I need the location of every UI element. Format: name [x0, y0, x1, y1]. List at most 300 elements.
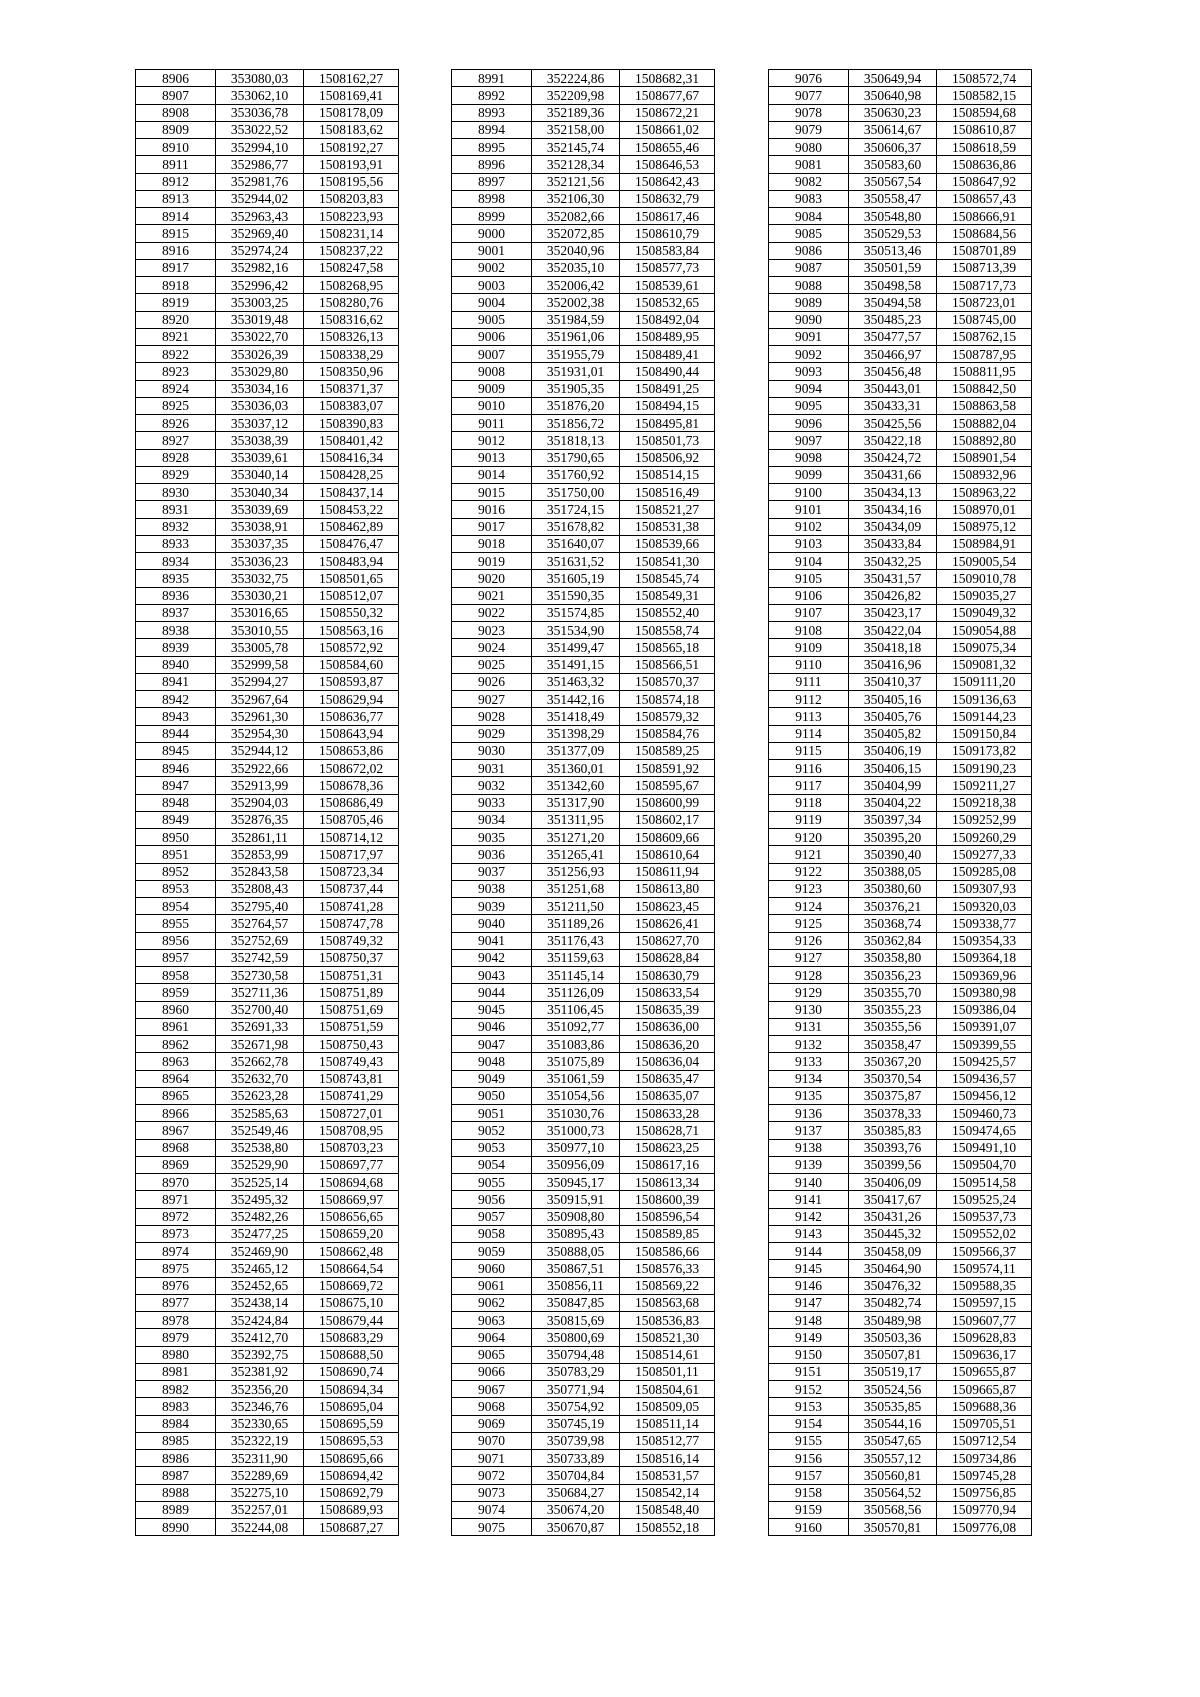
point-number-cell: 9129: [769, 984, 849, 1001]
y-coordinate-cell: 1508695,53: [304, 1432, 399, 1449]
x-coordinate-cell: 350547,65: [849, 1432, 937, 1449]
y-coordinate-cell: 1508749,43: [304, 1053, 399, 1070]
y-coordinate-cell: 1509260,29: [937, 829, 1032, 846]
point-number-cell: 8998: [452, 190, 532, 207]
x-coordinate-cell: 353036,23: [216, 553, 304, 570]
point-number-cell: 9080: [769, 139, 849, 156]
y-coordinate-cell: 1508511,14: [620, 1415, 715, 1432]
y-coordinate-cell: 1508882,04: [937, 415, 1032, 432]
y-coordinate-cell: 1508162,27: [304, 70, 399, 87]
point-number-cell: 9123: [769, 880, 849, 897]
table-row: [136, 208, 399, 225]
y-coordinate-cell: 1508787,95: [937, 346, 1032, 363]
table-row: [452, 156, 715, 173]
y-coordinate-cell: 1508689,93: [304, 1501, 399, 1518]
table-row: [136, 294, 399, 311]
x-coordinate-cell: 353062,10: [216, 87, 304, 104]
table-row: [769, 898, 1032, 915]
x-coordinate-cell: 350476,32: [849, 1277, 937, 1294]
y-coordinate-cell: 1508586,66: [620, 1243, 715, 1260]
point-number-cell: 9108: [769, 622, 849, 639]
y-coordinate-cell: 1508678,36: [304, 777, 399, 794]
point-number-cell: 8941: [136, 673, 216, 690]
table-row: [452, 1467, 715, 1484]
point-number-cell: 9131: [769, 1018, 849, 1035]
table-row: [452, 104, 715, 121]
point-number-cell: 9126: [769, 932, 849, 949]
table-row: [452, 277, 715, 294]
table-row: [136, 449, 399, 466]
table-row: [136, 949, 399, 966]
point-number-cell: 8995: [452, 139, 532, 156]
point-number-cell: 8982: [136, 1381, 216, 1398]
x-coordinate-cell: 350570,81: [849, 1519, 937, 1536]
x-coordinate-cell: 352209,98: [532, 87, 620, 104]
table-row: [136, 604, 399, 621]
point-number-cell: 8960: [136, 1001, 216, 1018]
y-coordinate-cell: 1508589,25: [620, 742, 715, 759]
y-coordinate-cell: 1508684,56: [937, 225, 1032, 242]
y-coordinate-cell: 1508572,74: [937, 70, 1032, 87]
x-coordinate-cell: 352356,20: [216, 1381, 304, 1398]
table-row: [769, 760, 1032, 777]
table-row: [136, 1225, 399, 1242]
y-coordinate-cell: 1509150,84: [937, 725, 1032, 742]
table-row: [452, 363, 715, 380]
x-coordinate-cell: 352969,40: [216, 225, 304, 242]
y-coordinate-cell: 1508489,41: [620, 346, 715, 363]
table-row: [136, 725, 399, 742]
table-row: [136, 1260, 399, 1277]
y-coordinate-cell: 1508494,15: [620, 397, 715, 414]
y-coordinate-cell: 1509474,65: [937, 1122, 1032, 1139]
x-coordinate-cell: 352224,86: [532, 70, 620, 87]
y-coordinate-cell: 1508203,83: [304, 190, 399, 207]
y-coordinate-cell: 1508636,00: [620, 1018, 715, 1035]
table-row: [769, 121, 1032, 138]
table-row: [452, 346, 715, 363]
point-number-cell: 8907: [136, 87, 216, 104]
point-number-cell: 9034: [452, 811, 532, 828]
y-coordinate-cell: 1509173,82: [937, 742, 1032, 759]
x-coordinate-cell: 350406,19: [849, 742, 937, 759]
point-number-cell: 9071: [452, 1450, 532, 1467]
table-row: [452, 208, 715, 225]
y-coordinate-cell: 1508635,47: [620, 1070, 715, 1087]
coordinates-table-middle: [451, 69, 715, 1536]
table-row: [769, 1243, 1032, 1260]
point-number-cell: 8934: [136, 553, 216, 570]
x-coordinate-cell: 352082,66: [532, 208, 620, 225]
y-coordinate-cell: 1508611,94: [620, 863, 715, 880]
table-row: [452, 949, 715, 966]
table-row: [136, 656, 399, 673]
y-coordinate-cell: 1508501,65: [304, 570, 399, 587]
table-row: [452, 1174, 715, 1191]
point-number-cell: 8957: [136, 949, 216, 966]
y-coordinate-cell: 1508617,46: [620, 208, 715, 225]
table-row: [769, 639, 1032, 656]
table-row: [136, 1191, 399, 1208]
y-coordinate-cell: 1509504,70: [937, 1156, 1032, 1173]
y-coordinate-cell: 1508633,28: [620, 1105, 715, 1122]
y-coordinate-cell: 1509218,38: [937, 794, 1032, 811]
table-row: [452, 1087, 715, 1104]
y-coordinate-cell: 1508584,76: [620, 725, 715, 742]
point-number-cell: 9142: [769, 1208, 849, 1225]
table-row: [136, 1467, 399, 1484]
table-row: [769, 553, 1032, 570]
x-coordinate-cell: 351189,26: [532, 915, 620, 932]
point-number-cell: 9037: [452, 863, 532, 880]
x-coordinate-cell: 352999,58: [216, 656, 304, 673]
table-row: [452, 587, 715, 604]
table-row: [769, 691, 1032, 708]
y-coordinate-cell: 1508609,66: [620, 829, 715, 846]
y-coordinate-cell: 1508692,79: [304, 1484, 399, 1501]
x-coordinate-cell: 353016,65: [216, 604, 304, 621]
point-number-cell: 9015: [452, 484, 532, 501]
y-coordinate-cell: 1509049,32: [937, 604, 1032, 621]
point-number-cell: 9050: [452, 1087, 532, 1104]
x-coordinate-cell: 352861,11: [216, 829, 304, 846]
point-number-cell: 9140: [769, 1174, 849, 1191]
x-coordinate-cell: 352764,57: [216, 915, 304, 932]
table-row: [136, 1139, 399, 1156]
x-coordinate-cell: 351092,77: [532, 1018, 620, 1035]
table-row: [769, 156, 1032, 173]
point-number-cell: 9089: [769, 294, 849, 311]
point-number-cell: 9067: [452, 1381, 532, 1398]
x-coordinate-cell: 350544,16: [849, 1415, 937, 1432]
point-number-cell: 8951: [136, 846, 216, 863]
y-coordinate-cell: 1508565,18: [620, 639, 715, 656]
y-coordinate-cell: 1508636,86: [937, 156, 1032, 173]
y-coordinate-cell: 1509005,54: [937, 553, 1032, 570]
y-coordinate-cell: 1508512,77: [620, 1432, 715, 1449]
table-row: [136, 570, 399, 587]
table-row: [136, 1018, 399, 1035]
point-number-cell: 9057: [452, 1208, 532, 1225]
x-coordinate-cell: 351083,86: [532, 1036, 620, 1053]
table-row: [452, 656, 715, 673]
x-coordinate-cell: 351106,45: [532, 1001, 620, 1018]
y-coordinate-cell: 1508558,74: [620, 622, 715, 639]
point-number-cell: 9022: [452, 604, 532, 621]
table-row: [136, 139, 399, 156]
y-coordinate-cell: 1508542,14: [620, 1484, 715, 1501]
point-number-cell: 9063: [452, 1312, 532, 1329]
x-coordinate-cell: 351534,90: [532, 622, 620, 639]
y-coordinate-cell: 1508643,94: [304, 725, 399, 742]
y-coordinate-cell: 1508489,95: [620, 328, 715, 345]
table-row: [452, 984, 715, 1001]
x-coordinate-cell: 351377,09: [532, 742, 620, 759]
table-row: [452, 1363, 715, 1380]
point-number-cell: 9012: [452, 432, 532, 449]
table-row: [769, 1501, 1032, 1518]
table-row: [769, 1432, 1032, 1449]
table-row: [452, 622, 715, 639]
y-coordinate-cell: 1508708,95: [304, 1122, 399, 1139]
y-coordinate-cell: 1508383,07: [304, 397, 399, 414]
x-coordinate-cell: 352974,24: [216, 242, 304, 259]
point-number-cell: 9043: [452, 967, 532, 984]
x-coordinate-cell: 352700,40: [216, 1001, 304, 1018]
y-coordinate-cell: 1508516,49: [620, 484, 715, 501]
x-coordinate-cell: 352257,01: [216, 1501, 304, 1518]
x-coordinate-cell: 350425,56: [849, 415, 937, 432]
point-number-cell: 9086: [769, 242, 849, 259]
table-row: [769, 259, 1032, 276]
table-row: [769, 794, 1032, 811]
table-row: [769, 725, 1032, 742]
point-number-cell: 8999: [452, 208, 532, 225]
y-coordinate-cell: 1508659,20: [304, 1225, 399, 1242]
x-coordinate-cell: 352424,84: [216, 1312, 304, 1329]
y-coordinate-cell: 1508633,54: [620, 984, 715, 1001]
table-row: [769, 1329, 1032, 1346]
y-coordinate-cell: 1509320,03: [937, 898, 1032, 915]
y-coordinate-cell: 1508677,67: [620, 87, 715, 104]
y-coordinate-cell: 1508741,29: [304, 1087, 399, 1104]
table-row: [136, 1329, 399, 1346]
y-coordinate-cell: 1508642,43: [620, 173, 715, 190]
x-coordinate-cell: 350367,20: [849, 1053, 937, 1070]
x-coordinate-cell: 352121,56: [532, 173, 620, 190]
x-coordinate-cell: 350362,84: [849, 932, 937, 949]
point-number-cell: 9017: [452, 518, 532, 535]
table-row: [452, 1346, 715, 1363]
point-number-cell: 8913: [136, 190, 216, 207]
x-coordinate-cell: 350557,12: [849, 1450, 937, 1467]
table-row: [452, 1053, 715, 1070]
y-coordinate-cell: 1509756,85: [937, 1484, 1032, 1501]
y-coordinate-cell: 1509111,20: [937, 673, 1032, 690]
table-row: [769, 863, 1032, 880]
table-row: [452, 880, 715, 897]
x-coordinate-cell: 353030,21: [216, 587, 304, 604]
y-coordinate-cell: 1508636,20: [620, 1036, 715, 1053]
point-number-cell: 8950: [136, 829, 216, 846]
table-row: [452, 1243, 715, 1260]
table-row: [136, 87, 399, 104]
table-row: [136, 622, 399, 639]
table-row: [452, 121, 715, 138]
table-row: [769, 984, 1032, 1001]
x-coordinate-cell: 351271,20: [532, 829, 620, 846]
y-coordinate-cell: 1508541,30: [620, 553, 715, 570]
point-number-cell: 8943: [136, 708, 216, 725]
y-coordinate-cell: 1508563,68: [620, 1294, 715, 1311]
x-coordinate-cell: 350485,23: [849, 311, 937, 328]
y-coordinate-cell: 1508751,31: [304, 967, 399, 984]
x-coordinate-cell: 350390,40: [849, 846, 937, 863]
table-row: [769, 777, 1032, 794]
table-row: [769, 242, 1032, 259]
x-coordinate-cell: 351750,00: [532, 484, 620, 501]
point-number-cell: 9079: [769, 121, 849, 138]
x-coordinate-cell: 351931,01: [532, 363, 620, 380]
point-number-cell: 8981: [136, 1363, 216, 1380]
table-row: [136, 104, 399, 121]
y-coordinate-cell: 1508237,22: [304, 242, 399, 259]
x-coordinate-cell: 352994,10: [216, 139, 304, 156]
table-row: [136, 639, 399, 656]
point-number-cell: 8980: [136, 1346, 216, 1363]
point-number-cell: 8940: [136, 656, 216, 673]
point-number-cell: 8918: [136, 277, 216, 294]
y-coordinate-cell: 1508727,01: [304, 1105, 399, 1122]
point-number-cell: 8962: [136, 1036, 216, 1053]
table-row: [136, 225, 399, 242]
point-number-cell: 9061: [452, 1277, 532, 1294]
y-coordinate-cell: 1508572,92: [304, 639, 399, 656]
y-coordinate-cell: 1508661,02: [620, 121, 715, 138]
y-coordinate-cell: 1508326,13: [304, 328, 399, 345]
point-number-cell: 9075: [452, 1519, 532, 1536]
point-number-cell: 9152: [769, 1381, 849, 1398]
y-coordinate-cell: 1509537,73: [937, 1208, 1032, 1225]
point-number-cell: 8965: [136, 1087, 216, 1104]
x-coordinate-cell: 351000,73: [532, 1122, 620, 1139]
table-row: [136, 501, 399, 518]
x-coordinate-cell: 350458,09: [849, 1243, 937, 1260]
x-coordinate-cell: 352981,76: [216, 173, 304, 190]
point-number-cell: 8949: [136, 811, 216, 828]
point-number-cell: 9158: [769, 1484, 849, 1501]
x-coordinate-cell: 351317,90: [532, 794, 620, 811]
table-row: [452, 518, 715, 535]
x-coordinate-cell: 352795,40: [216, 898, 304, 915]
table-row: [769, 277, 1032, 294]
point-number-cell: 9032: [452, 777, 532, 794]
table-row: [452, 639, 715, 656]
x-coordinate-cell: 353029,80: [216, 363, 304, 380]
y-coordinate-cell: 1509136,63: [937, 691, 1032, 708]
x-coordinate-cell: 350431,26: [849, 1208, 937, 1225]
point-number-cell: 8996: [452, 156, 532, 173]
point-number-cell: 9113: [769, 708, 849, 725]
x-coordinate-cell: 350378,33: [849, 1105, 937, 1122]
y-coordinate-cell: 1509491,10: [937, 1139, 1032, 1156]
x-coordinate-cell: 350815,69: [532, 1312, 620, 1329]
x-coordinate-cell: 350431,66: [849, 466, 937, 483]
x-coordinate-cell: 352954,30: [216, 725, 304, 742]
point-number-cell: 9062: [452, 1294, 532, 1311]
y-coordinate-cell: 1508751,59: [304, 1018, 399, 1035]
x-coordinate-cell: 350404,99: [849, 777, 937, 794]
point-number-cell: 9096: [769, 415, 849, 432]
table-row: [136, 1208, 399, 1225]
x-coordinate-cell: 352346,76: [216, 1398, 304, 1415]
table-row: [136, 708, 399, 725]
y-coordinate-cell: 1508628,84: [620, 949, 715, 966]
x-coordinate-cell: 352994,27: [216, 673, 304, 690]
x-coordinate-cell: 351760,92: [532, 466, 620, 483]
x-coordinate-cell: 350431,57: [849, 570, 937, 587]
point-number-cell: 9100: [769, 484, 849, 501]
point-number-cell: 9160: [769, 1519, 849, 1536]
table-row: [769, 604, 1032, 621]
y-coordinate-cell: 1509734,86: [937, 1450, 1032, 1467]
x-coordinate-cell: 352996,42: [216, 277, 304, 294]
x-coordinate-cell: 350358,47: [849, 1036, 937, 1053]
point-number-cell: 9023: [452, 622, 532, 639]
y-coordinate-cell: 1509456,12: [937, 1087, 1032, 1104]
y-coordinate-cell: 1508657,43: [937, 190, 1032, 207]
point-number-cell: 8946: [136, 760, 216, 777]
x-coordinate-cell: 352752,69: [216, 932, 304, 949]
x-coordinate-cell: 350895,43: [532, 1225, 620, 1242]
table-row: [769, 311, 1032, 328]
y-coordinate-cell: 1508892,80: [937, 432, 1032, 449]
y-coordinate-cell: 1508521,30: [620, 1329, 715, 1346]
y-coordinate-cell: 1508669,97: [304, 1191, 399, 1208]
y-coordinate-cell: 1508582,15: [937, 87, 1032, 104]
x-coordinate-cell: 350405,16: [849, 691, 937, 708]
table-row: [452, 967, 715, 984]
x-coordinate-cell: 350418,18: [849, 639, 937, 656]
table-row: [769, 1156, 1032, 1173]
x-coordinate-cell: 352006,42: [532, 277, 620, 294]
table-row: [452, 742, 715, 759]
table-row: [452, 1484, 715, 1501]
point-number-cell: 8920: [136, 311, 216, 328]
table-row: [769, 1484, 1032, 1501]
point-number-cell: 8989: [136, 1501, 216, 1518]
x-coordinate-cell: 352549,46: [216, 1122, 304, 1139]
point-number-cell: 8974: [136, 1243, 216, 1260]
point-number-cell: 9144: [769, 1243, 849, 1260]
y-coordinate-cell: 1508596,54: [620, 1208, 715, 1225]
y-coordinate-cell: 1508501,11: [620, 1363, 715, 1380]
y-coordinate-cell: 1508627,70: [620, 932, 715, 949]
table-row: [769, 1036, 1032, 1053]
y-coordinate-cell: 1508574,18: [620, 691, 715, 708]
table-row: [769, 535, 1032, 552]
point-number-cell: 9072: [452, 1467, 532, 1484]
x-coordinate-cell: 352452,65: [216, 1277, 304, 1294]
y-coordinate-cell: 1509745,28: [937, 1467, 1032, 1484]
y-coordinate-cell: 1508970,01: [937, 501, 1032, 518]
point-number-cell: 8979: [136, 1329, 216, 1346]
point-number-cell: 8993: [452, 104, 532, 121]
y-coordinate-cell: 1508743,81: [304, 1070, 399, 1087]
y-coordinate-cell: 1508695,66: [304, 1450, 399, 1467]
y-coordinate-cell: 1508552,40: [620, 604, 715, 621]
point-number-cell: 8968: [136, 1139, 216, 1156]
table-row: [452, 1519, 715, 1536]
x-coordinate-cell: 350733,89: [532, 1450, 620, 1467]
coordinates-table-left: [135, 69, 399, 1536]
x-coordinate-cell: 350406,09: [849, 1174, 937, 1191]
y-coordinate-cell: 1509075,34: [937, 639, 1032, 656]
table-row: [769, 484, 1032, 501]
table-row: [136, 1001, 399, 1018]
x-coordinate-cell: 352289,69: [216, 1467, 304, 1484]
point-number-cell: 8912: [136, 173, 216, 190]
point-number-cell: 9121: [769, 846, 849, 863]
y-coordinate-cell: 1508636,77: [304, 708, 399, 725]
table-row: [136, 984, 399, 1001]
x-coordinate-cell: 350674,20: [532, 1501, 620, 1518]
x-coordinate-cell: 353038,91: [216, 518, 304, 535]
table-row: [136, 742, 399, 759]
table-row: [452, 432, 715, 449]
table-row: [452, 449, 715, 466]
x-coordinate-cell: 350358,80: [849, 949, 937, 966]
